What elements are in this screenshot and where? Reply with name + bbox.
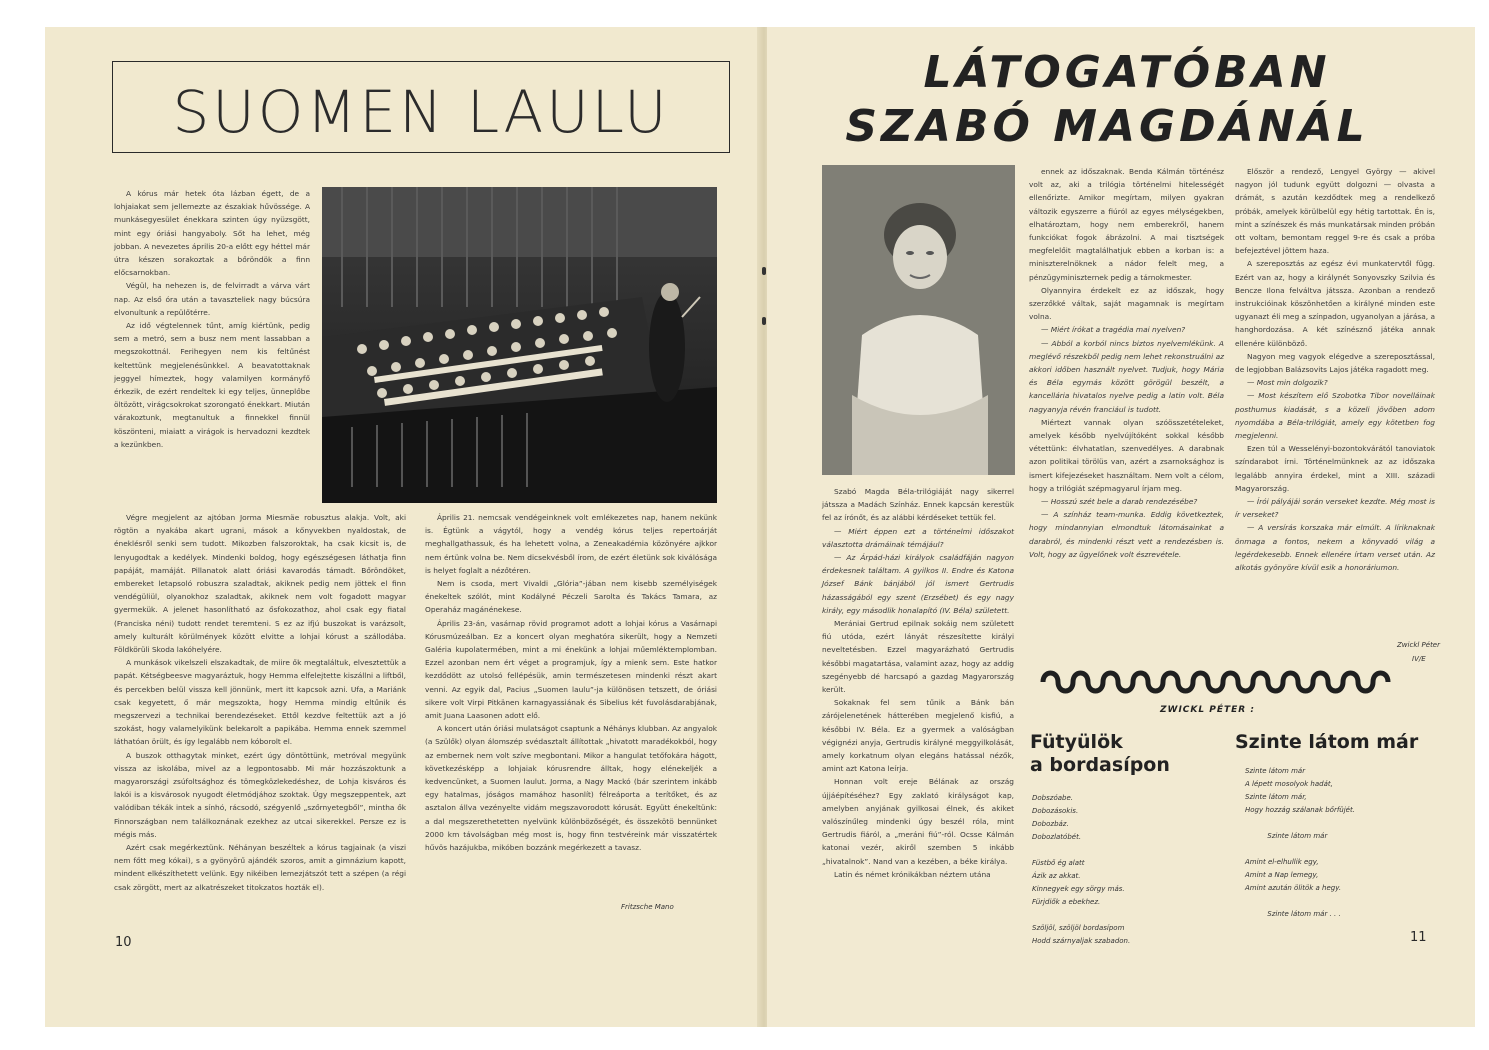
interview-column-c (1235, 165, 1435, 574)
poem2-body (1245, 765, 1355, 921)
poem-line: Szöljöl, szöljöl bordasípom (1032, 924, 1125, 932)
interview-column-b (1029, 165, 1224, 561)
poem-line: Dobozbáz. (1032, 820, 1069, 828)
paragraph: A munkások vikelszeli elszakadtak, de miire ők megtaláltuk, elvesztettük a papát. Kétségbeesve magyaráztuk, hogy Hemma elfelejtette kiszállni a liftből, és percekben belül vissza kell jönnünk, mert itt kapcsok azni. Ufa, a Mariánk csak kegyetett, ő már megszokta, hogy Hemma mindig eltűnik és megszervezi a technikai berendezéseket. Ettől kezdve feltettük azt a jó szokást, hogy valamelyikünk belekarolt a papikába. Hemma ennek szemmel láthatóan örült, és így legalább nem kóborolt el. (114, 658, 406, 747)
paragraph: — Most készítem elő Szobotka Tibor novelláinak posthumus kiadását, s a közeli jövőben adom nyomdába a Béla-trilógiát, amely egy kötetben fog megjelenni. (1235, 391, 1435, 441)
interview-signature: Zwickl Péter (1397, 641, 1440, 649)
gutter-mark (762, 317, 766, 325)
poem-line (1245, 843, 1355, 856)
decorative-border (1038, 665, 1393, 699)
intro-column (114, 187, 310, 451)
paragraph: A kórus már hetek óta lázban égett, de a lohjaiakat sem jellemezte az északiak hűvössége. A munkásegyesület énekkara szinten úgy nyüzsgött, mint egy óriási hangyaboly. Sőt ha lehet, még jobban. A nevezetes április 20-a előtt egy héttel már útra készen sorakoztak a bőröndök a finn előcsarnokban. (114, 189, 310, 278)
article-column-b (425, 511, 717, 854)
poem-line: Kinnegyek egy sörgy más. (1032, 885, 1125, 893)
page-number-right: 11 (1410, 930, 1427, 945)
poem2-title: Szinte látom már (1235, 731, 1419, 753)
poem-line: Ázik az akkat. (1032, 872, 1081, 880)
paragraph: A koncert után óriási mulatságot csaptunk a Néhánys klubban. Az angyalok (a Szülők) olyan álomszép svédasztalt állítottak „hivatott maradékokból, hogy az embernek nem volt szíve megbontani. Mikor a hangulat tetőfokára hágott, következésképp a lohjaiak kórusrendre álltak, hogy elénekeljék a kedvencünket, a Suomen laulut. Jorma, a Nagy Mackó (bár szerintem inkább egy hatalmas, jóságos mamához hasonlít) félreáporta a terítőket, és az asztalon állva vezényelte vidám megszavorodott kórusát. Együtt énekeltünk: a dal megszerethetetten nyelvünk különbözőségét, és összekötö bennünket 2000 km távolságban még most is, hogy finn testvéreink már visszatértek hűvös hazájukba, mikóben bozzánk megérkezett a tavasz. (425, 724, 717, 853)
poem1-title-line1: Fütyülök (1030, 731, 1123, 753)
article-column-a (114, 511, 406, 894)
paragraph: — A versírás korszaka már elmúlt. A líriknaknak önmaga a fontos, nekem a könyvadó világ a legérdekesebb. Ennek ellenére írtam verset után. Az alkotás gyönyöre kívül esik a honoráriumon. (1235, 523, 1435, 573)
poem-line: Füstbő ég alatt (1032, 859, 1085, 867)
choir-photo (322, 187, 717, 503)
paragraph: Először a rendező, Lengyel György — akivel nagyon jól tudunk együtt dolgozni — olvasta a drámát, s azután kezdődtek meg a rendelkező próbák, amelyek körülbelül egy hétig tartottak. Én is, mint a színészek és más munkatársak minden próbán ott voltam, bemontam reggel 9-re és csak a próba befejeztével jöttem haza. (1235, 167, 1435, 256)
page-title: SUOMEN LAULU (172, 78, 670, 146)
magazine-spread (45, 27, 1475, 1027)
paragraph: Azért csak megérkeztünk. Néhányan beszéltek a kórus tagjainak (a viszi nem főtt meg kókai), s a gyönyörű ajándék szoros, amit a gimnázium kapott, mindent elkészíthetett velünk. Egy nikéiben lemezjátszót tett a szépen (a régi csak zörgött, mert az alkatrészeket titokzatos hozták el). (114, 843, 406, 892)
paragraph: Az idő végtelennek tűnt, amíg kiértünk, pedig sem a metró, sem a busz nem ment lassabban a megszokottnál. Ferihegyen nem kis feltűnést keltettünk megjelenésünkkel. A beavatottaknak jeggyel hímeztek, hogy valamilyen kormányfő érkezik, de ezért rendeltek ki egy teljes, ünneplőbe öltözött, virágcsokrokat szorongató énekkart. Miután várakoztunk, megtanultuk a finnekkel finnül köszönteni, miaiatt a virágok is hervadozni kezdtek a kezünkben. (114, 321, 310, 449)
paragraph: — Hosszú szét bele a darab rendezésébe? (1041, 497, 1198, 507)
paragraph: Április 21. nemcsak vendégeinknek volt emlékezetes nap, hanem nekünk is. Égtünk a vágytól, hogy a vendég kórus teljes repertoárját meghallgathassuk, és ha lehetett volna, a Zeneakadémia közönyére ajkkor nem értünk volna be. Nem dicsekvésből írom, de ezért életünk sok kiválósága is helyet foglalt a nézőtéren. (425, 513, 717, 575)
left-byline: Fritzsche Mano (621, 903, 674, 911)
paragraph: Miértezt vannak olyan szóösszetételeket, amelyek később nyelvújítóként sokkal később vétettünk: élvhatatlan, szenvedélyes. A darabnak azon politikai törölüs van, azért a zsarnoksághoz is ismert kifejezéseket használtam. Nem volt a célom, hogy a trilógiát szépmagyarul írjam meg. (1029, 417, 1224, 493)
author-portrait (822, 165, 1015, 475)
paragraph: Nagyon meg vagyok elégedve a szereposztással, de legjobban Balázsovits Lajos játéka ragadott meg. (1235, 351, 1435, 375)
poem-author: ZWICKL PÉTER : (1160, 705, 1255, 715)
poem-line: A lépett mosolyok hadát, (1245, 780, 1333, 788)
poem-line: Amint el-elhullik egy, (1245, 858, 1319, 866)
paragraph: Merániai Gertrud epilnak sokáig nem született fiú utóda, ezért lányát részesítette királyi neveltetésben. Ezzel magyarázható Gertrudis későbbi magatartása, valamint azaz, hogy az addig szegényebb dé harcsapó a gazdag Magyarország került. (822, 619, 1014, 695)
poem-line: Hogy hozzág szálanak bőrfüjét. (1245, 806, 1355, 814)
paragraph: A buszok otthagytak minket, ezért úgy döntöttünk, metróval megyünk vissza az iskolába, mivel az a legpontosabb. Mi már hozzászoktunk a magyarországi zsúfoltsághoz és tömegközlekedéshez, de Lohja kisváros és lakói is a kisvárosok nyugodt életmódjához szoktak. Úgy megszeppentek, azt valódiban tékák intek a sínhó, rácsodó, szégyenlő „szőrnyetegből”, mintha ők Finnországban nem találkoznának ezekhez az utcai sikerekkel. Persze ez is mégis más. (114, 750, 406, 839)
poem-line: Szinte látom már (1245, 767, 1306, 775)
poem-line: Szinte látom már . . . (1245, 910, 1341, 918)
poem1-title-line2: a bordasípon (1030, 754, 1170, 776)
photo-caption-column (822, 485, 1014, 881)
paragraph: — Miért éppen ezt a történelmi időszakot választotta drámáinak témájául? (822, 526, 1014, 549)
left-page (45, 27, 760, 1027)
paragraph: Latin és német krónikákban néztem utána (834, 869, 991, 879)
poem-line: Dobozásokis. (1032, 807, 1079, 815)
paragraph: Olyannyira érdekelt ez az időszak, hogy szerzőkké váltak, saját magamnak is megírtam volna. (1029, 285, 1224, 322)
article-title-line2: SZABÓ MAGDÁNÁL (845, 101, 1369, 152)
paragraph: Április 23-án, vasárnap rövid programot adott a lohjai kórus a Vasárnapi Kórusmúzeálban. Ez a koncert olyan meghatóra sikerült, hogy a Nemzeti Galéria kupolatermében, mint a mi énekünk a lohjai műemléktemplomban. Ezzel azonban nem ért véget a programjuk, így a mienk sem. Este hatkor kezdődött az utolsó fellépésük, amin természetesen mindenki részt akart venni. Az egyik dal, Pacius „Suomen laulu”-ja különösen tetszett, de óriási sikere volt Virpi Pitkänen karnagyassiának és Sibelius két fuvolásdarabjának, amit Juana Laasonen adott elő. (425, 618, 717, 721)
paragraph: — Az Árpád-házi királyok családfáján nagyon érdekesnek találtam. A gyilkos II. Endre és Katona József Bánk bánjából jól ismert Gertrudis házasságából egy szent (Erzsébet) és egy nagy király, egy másodlik honalapító (IV. Béla) született. (822, 553, 1014, 615)
poem-line: Dobszóabe. (1032, 794, 1073, 802)
caption-text: Szabó Magda Béla-trilógiáját nagy sikerrel játssza a Madách Színház. Ennek kapcsán kerestük fel az írónőt, és az alábbi kérdéseket tettük fel. (822, 487, 1014, 523)
paragraph: Végül, ha nehezen is, de felvirradt a várva várt nap. Az első óra után a tavaszteliek nagy búcsúra elvonultunk a repülőtérre. (114, 281, 310, 317)
paragraph: — Írói pályájái során verseket kezdte. Még most is ír verseket? (1235, 497, 1435, 520)
poem-line (1245, 817, 1355, 830)
poem-line (1032, 909, 1130, 922)
poem-line: Dobozlatóbét. (1032, 833, 1082, 841)
interview-class: IV/E (1412, 655, 1426, 663)
poem-line: Szinte látom már, (1245, 793, 1307, 801)
poem-line: Amint azután ölitök a hegy. (1245, 884, 1342, 892)
paragraph: Sokaknak fel sem tűnik a Bánk bán zárójelenetének hátterében megjelenő kisfiú, a későbbi IV. Béla. Ez a gyermek a valóságban végignézi anyja, Gertrudis királyné meggyilkolását, amely korkatnum olyan elegáns hatással nézők, amint azt Katona leírja. (822, 698, 1014, 774)
paragraph: — Abból a korból nincs biztos nyelvemlékünk. A meglévő részekből pedig nem lehet rekonstruálni az akkori időben használt nyelvet. Tudjuk, hogy Mária és Béla egymás között görögül beszélt, a kancellária hivatalos nyelve pedig a latin volt. Béla nagyanyja révén franciául is tudott. (1029, 338, 1224, 414)
poem-line: Fürjdiők a ebekhez. (1032, 898, 1101, 906)
paragraph: — Most min dolgozik? (1247, 378, 1328, 388)
paragraph: Nem is csoda, mert Vivaldi „Glória”-jában nem kisebb személyiségek énekeltek szólót, mint Kodályné Péczeli Sarolta és Takács Tamara, az Operaház magánénekese. (425, 579, 717, 615)
poem-line: Szinte látom már (1245, 832, 1328, 840)
poem1-body (1032, 792, 1130, 948)
poem-line: Hodd szárnyaljak szabadon. (1032, 937, 1131, 945)
portrait-image (822, 165, 1015, 475)
paragraph: ennek az időszaknak. Benda Kálmán történész volt az, aki a trilógia történelmi hitelességét ellenőrizte. Amikor megírtam, milyen gyakran változik egyszerre a fiúról az egyes mélységekben, elhatároztam, hogy nem emberekről, hanem funkciókat fogok ábrázolni. A mai tisztségek megfelelőit magtalálhatjuk ebben a korban is: a miniszterelnöknek a nádor felelt meg, a pénzügyminiszternek pedig a tárnokmester. (1029, 167, 1224, 282)
gutter-mark (762, 267, 766, 275)
poem-line: Amint a Nap lemegy, (1245, 871, 1319, 879)
title-frame (112, 61, 730, 153)
page-number-left: 10 (115, 935, 132, 950)
paragraph: A szereposztás az egész évi munkatervtől függ. Ezért van az, hogy a királynét Sonyovszky Szilvia és Bencze Ilona felváltva játssza. Azonban a rendező instrukcióinak köszönhetően a királyné minden este ugyanazt éli meg a színpadon, ugyanolyan a járása, a hanghordozása. A két színésznő játéka annak ellenére különböző. (1235, 259, 1435, 348)
article-title-line1: LÁTOGATÓBAN (923, 47, 1331, 98)
paragraph: Honnan volt ereje Bélának az ország újjáépítéséhez? Egy zaklató királyságot kap, amelyben anyjának gyilkosai élnek, és akiket valószínűleg mindenki úgy beszél róla, mint Gertrudis fiáról, a „meráni fiú”-ról. Ocsse Kálmán katonai vezér, akiről szemben 5 inkább „hivatalnok”. Nand van a kezében, a béke királya. (822, 777, 1014, 866)
paragraph: Ezen túl a Wesselényi-bozontokvárától tanoviatok színdarabot írni. Történelmünknek az az időszaka legalább annyira érdekel, mint a XIII. századi Magyarország. (1235, 444, 1435, 493)
poem-line (1032, 844, 1130, 857)
paragraph: Végre megjelent az ajtóban Jorma Miesmäe robusztus alakja. Volt, aki rögtön a nyakába akart ugrani, mások a kőnyvekben nyaldostak, de éneklésről senki sem tudott. Mikozben falszoroktak, ha csak kicsit is, de lenyugodtak a kedélyek. Mindenki boldog, hogy egészségesen láthatja finn papáját, mamáját. Pillanatok alatt óriási kavarodás támadt. Bőröndöket, embereket letapsoló robuszra szaladtak, akiknek pedig nem jöttek el finn vendégüliül, olyanokhoz szaladtak, akiknek nem volt fogadott magyar gyermekük. A jelenet hasonlítható az ősfokozathoz, ahol csak egy fiatal (Franciska néni) tudott rendet teremteni. S ez az ifjú buszokat is varázsolt, amely kulturált körülmények között elvitte a lohjai kórust a szállodába. Földkörüli Skoda lakóhelyére. (114, 513, 406, 655)
paragraph: — A színház team-munka. Eddig következtek, hogy mindannyian elmondtuk látomásainkat a darabról, és mindenki részt vett a rendezésben is. Volt, hogy az ügyelőnek volt észrevétele. (1029, 510, 1224, 559)
choir-photo-image (322, 187, 717, 503)
poem-line (1245, 895, 1355, 908)
paragraph: — Miért írókat a tragédia mai nyelven? (1041, 325, 1186, 335)
